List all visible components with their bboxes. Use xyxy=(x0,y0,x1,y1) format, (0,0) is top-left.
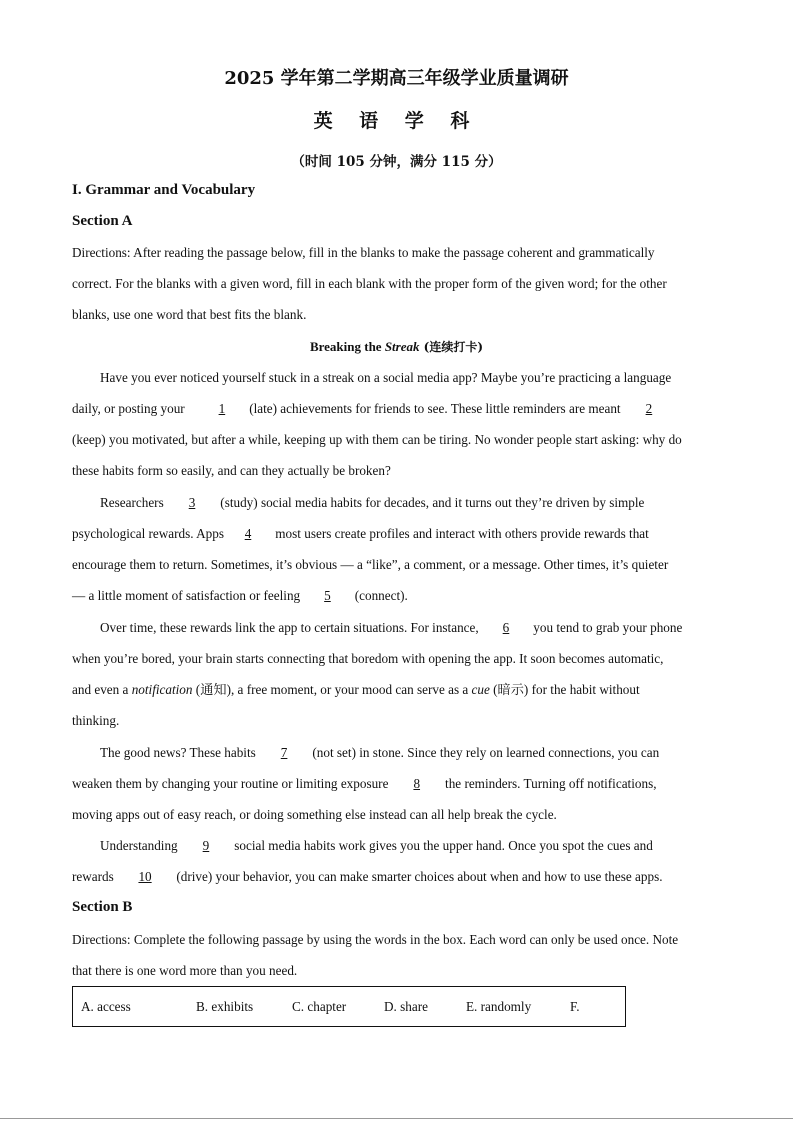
word-option-a: A. access xyxy=(81,999,131,1014)
word-option-c: C. chapter xyxy=(292,999,347,1014)
p4-line-1: The good news? These habits 7 (not set) in stone. Since they rely on learned connections, you can xyxy=(100,745,660,760)
blank-10[interactable]: 10 xyxy=(138,869,152,884)
p1-line-3: (keep) you motivated, but after a while, keeping up with them can be tiring. No wonder people start asking: why do xyxy=(72,432,682,447)
page-bottom-rule xyxy=(0,1118,793,1119)
word-option-e: E. randomly xyxy=(466,999,532,1014)
blank-2[interactable]: 2 xyxy=(645,401,653,416)
word-box xyxy=(72,986,626,1027)
p2-line-2: psychological rewards. Apps 4 most users create profiles and interact with others provide rewards that xyxy=(72,526,649,541)
p3-line-1: Over time, these rewards link the app to certain situations. For instance, 6 you tend to grab your phone xyxy=(100,620,683,635)
directions-line-3: blanks, use one word that best fits the blank. xyxy=(72,307,307,322)
word-option-f: F. xyxy=(570,999,580,1014)
p4-line-3: moving apps out of easy reach, or doing something else instead can all help break the cycle. xyxy=(72,807,557,822)
p4-line-2: weaken them by changing your routine or limiting exposure 8 the reminders. Turning off notifications, xyxy=(72,776,657,791)
p2-line-3: encourage them to return. Sometimes, it’s obvious — a “like”, a comment, or a message. Other times, it’s quieter xyxy=(72,557,669,572)
directions-line-2: correct. For the blanks with a given word, fill in each blank with the proper form of the given word; for the other xyxy=(72,276,667,291)
passage-title: Breaking the Streak (连续打卡) xyxy=(309,339,484,354)
section-a-title: Section A xyxy=(72,213,133,229)
blank-3[interactable]: 3 xyxy=(188,495,196,510)
blank-9[interactable]: 9 xyxy=(202,838,210,853)
p1-line-4: these habits form so easily, and can they actually be broken? xyxy=(72,463,391,478)
section-b-directions-2: that there is one word more than you need. xyxy=(72,963,298,978)
section-b-directions-1: Directions: Complete the following passage by using the words in the box. Each word can only be used once. Note xyxy=(72,932,679,947)
time-info: （时间 105 分钟，满分 115 分） xyxy=(291,154,502,170)
p3-line-4: thinking. xyxy=(72,713,120,728)
blank-1[interactable]: 1 xyxy=(218,401,226,416)
blank-6[interactable]: 6 xyxy=(502,620,510,635)
p5-line-1: Understanding 9 social media habits work gives you the upper hand. Once you spot the cues and xyxy=(100,838,653,853)
p2-line-4: — a little moment of satisfaction or feeling 5 (connect). xyxy=(72,588,408,603)
blank-8[interactable]: 8 xyxy=(413,776,421,791)
p2-line-1: Researchers 3 (study) social media habits for decades, and it turns out they’re driven by simple xyxy=(100,495,645,510)
p5-line-2: rewards 10 (drive) your behavior, you can make smarter choices about when and how to use these apps. xyxy=(72,869,663,884)
section-b-title: Section B xyxy=(72,899,133,915)
p3-line-3: and even a notification (通知), a free moment, or your mood can serve as a cue (暗示) for the habit without xyxy=(72,682,640,697)
part-title: I. Grammar and Vocabulary xyxy=(72,182,256,198)
blank-5[interactable]: 5 xyxy=(324,588,331,603)
exam-title: 2025 学年第二学期高三年级学业质量调研 xyxy=(224,68,569,89)
word-option-d: D. share xyxy=(384,999,428,1014)
p1-line-2: daily, or posting your 1 (late) achievements for friends to see. These little reminders are meant 2 xyxy=(72,400,732,418)
p3-line-2: when you’re bored, your brain starts connecting that boredom with opening the app. It soon becomes automatic, xyxy=(72,651,664,666)
blank-7[interactable]: 7 xyxy=(280,745,288,760)
word-option-b: B. exhibits xyxy=(196,999,254,1014)
blank-4[interactable]: 4 xyxy=(244,526,252,541)
subject-title: 英 语 学 科 xyxy=(313,110,480,132)
directions-line-1: Directions: After reading the passage below, fill in the blanks to make the passage coherent and grammatically xyxy=(72,245,655,260)
p1-line-1: Have you ever noticed yourself stuck in a streak on a social media app? Maybe you’re practicing a language xyxy=(100,370,672,385)
